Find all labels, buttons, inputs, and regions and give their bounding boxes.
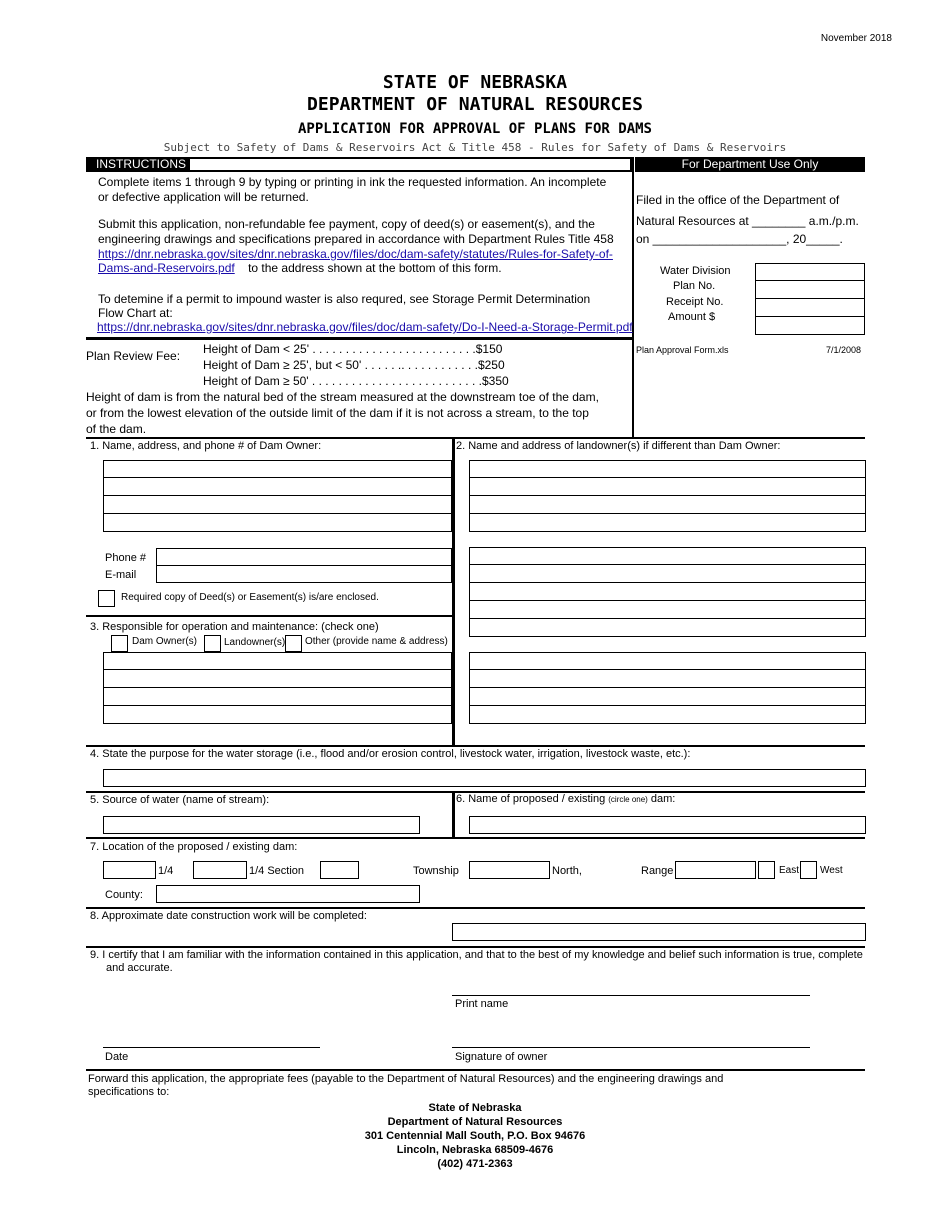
department-title: DEPARTMENT OF NATURAL RESOURCES xyxy=(307,94,643,115)
instructions-text: to the address shown at the bottom of this form. xyxy=(248,261,502,275)
mailing-address xyxy=(0,1101,950,1171)
section-2-label: 2. Name and address of landowner(s) if different than Dam Owner: xyxy=(456,440,781,452)
application-title: APPLICATION FOR APPROVAL OF PLANS FOR DAMS xyxy=(297,121,652,137)
north-label: North, xyxy=(552,865,582,877)
dam-name-input[interactable] xyxy=(469,816,866,834)
township-label: Township xyxy=(413,865,459,877)
east-checkbox[interactable] xyxy=(758,861,775,879)
section-5-label: 5. Source of water (name of stream): xyxy=(90,794,270,806)
range-input[interactable] xyxy=(675,861,756,879)
landowner-fields-b[interactable] xyxy=(469,547,866,637)
date-label: Date xyxy=(105,1051,129,1063)
fee-row-desc: Height of Dam ≥ 25', but < 50' . . . . . .. . . . . . . . . . . . xyxy=(203,358,478,372)
form-file-name: Plan Approval Form.xls xyxy=(636,345,729,355)
section-7-label: 7. Location of the proposed / existing dam: xyxy=(90,841,298,853)
landowner-checkbox[interactable] xyxy=(204,635,221,652)
quarter-1-input[interactable] xyxy=(103,861,156,879)
section-8-label: 8. Approximate date construction work will be completed: xyxy=(90,910,367,922)
form-revision-date: 7/1/2008 xyxy=(826,345,862,355)
landowner-fields-a[interactable] xyxy=(469,460,866,532)
purpose-input[interactable] xyxy=(103,769,866,787)
phone-label: Phone # xyxy=(105,552,146,564)
receipt-no-label: Receipt No. xyxy=(666,296,724,308)
responsible-fields[interactable] xyxy=(103,652,452,724)
instructions-text: To detemine if a permit to impound waster is also requred, see Storage Permit Determination xyxy=(98,292,591,306)
water-source-input[interactable] xyxy=(103,816,420,834)
print-name-label: Print name xyxy=(455,998,509,1010)
deed-label: Required copy of Deed(s) or Easement(s) is/are enclosed. xyxy=(121,592,379,603)
subtitle: Subject to Safety of Dams & Reservoirs Act & Title 458 - Rules for Safety of Dams & Reservoirs xyxy=(163,141,787,154)
section-6-label-end: dam: xyxy=(650,793,676,805)
email-input[interactable] xyxy=(156,565,452,583)
instructions-text: Flow Chart at: xyxy=(98,306,173,320)
dam-owner-checkbox[interactable] xyxy=(111,635,128,652)
forward-text-cont: specifications to: xyxy=(88,1086,170,1098)
dam-owner-option: Dam Owner(s) xyxy=(132,636,198,647)
signature-label: Signature of owner xyxy=(455,1051,548,1063)
fee-note: of the dam. xyxy=(86,422,147,436)
other-checkbox[interactable] xyxy=(285,635,302,652)
section-input[interactable] xyxy=(320,861,359,879)
section-3-label: 3. Responsible for operation and maintenance: (check one) xyxy=(90,621,379,633)
quarter-label: 1/4 xyxy=(158,865,174,877)
township-input[interactable] xyxy=(469,861,550,879)
fee-row-amount: $150 xyxy=(475,342,503,356)
phone-input[interactable] xyxy=(156,548,452,566)
water-division-label: Water Division xyxy=(660,265,731,277)
county-input[interactable] xyxy=(156,885,420,903)
phone-line: (402) 471-2363 xyxy=(437,1158,513,1170)
instructions-text: Submit this application, non-refundable fee payment, copy of deed(s) or easement(s), and the xyxy=(98,217,595,231)
storage-permit-link[interactable]: https://dnr.nebraska.gov/sites/dnr.nebraska.gov/files/doc/dam-safety/Do-I-Need-a-Storage-Permit.pdf xyxy=(97,320,633,334)
county-label: County: xyxy=(105,889,143,901)
address-line: 301 Centennial Mall South, P.O. Box 94676 xyxy=(364,1130,586,1142)
west-label: West xyxy=(820,865,843,876)
filed-text: on ____________________, 20_____. xyxy=(636,232,843,246)
instructions-text: or defective application will be returned. xyxy=(98,190,309,204)
email-label: E-mail xyxy=(105,569,137,581)
rules-link-cont[interactable]: Dams-and-Reservoirs.pdf xyxy=(98,261,235,275)
plan-no-label: Plan No. xyxy=(673,280,716,292)
section-1-label: 1. Name, address, and phone # of Dam Owner: xyxy=(90,440,322,452)
circle-one-note: (circle one) xyxy=(608,795,648,804)
east-label: East xyxy=(779,865,800,876)
fee-label: Plan Review Fee: xyxy=(86,349,181,363)
address-line: Lincoln, Nebraska 68509-4676 xyxy=(396,1144,554,1156)
west-checkbox[interactable] xyxy=(800,861,817,879)
instructions-text: engineering drawings and specifications prepared in accordance with Department Rules Title 458 xyxy=(98,232,614,246)
landowner-option: Landowner(s) xyxy=(224,637,286,648)
fee-row-desc: Height of Dam ≥ 50' . . . . . . . . . . . . . . . . . . . . . . . . . . xyxy=(203,374,482,388)
other-option: Other (provide name & address) xyxy=(305,636,448,647)
fee-row-desc: Height of Dam < 25' . . . . . . . . . . . . . . . . . . . . . . . . . xyxy=(203,342,476,356)
landowner-fields-c[interactable] xyxy=(469,652,866,724)
section-6-label: 6. Name of proposed / existing xyxy=(456,793,606,805)
section-9-label-cont: and accurate. xyxy=(106,962,173,974)
rules-link[interactable]: https://dnr.nebraska.gov/sites/dnr.nebraska.gov/files/doc/dam-safety/statutes/Rules-for-Safety-of- xyxy=(98,247,613,261)
fee-row-amount: $250 xyxy=(477,358,505,372)
filed-text: Natural Resources at ________ a.m./p.m. xyxy=(636,214,859,228)
section-4-label: 4. State the purpose for the water storage (i.e., flood and/or erosion control, livestock water, irrigation, livestock waste, etc.): xyxy=(90,748,691,760)
dept-use-fields xyxy=(755,263,865,335)
print-name-line[interactable] xyxy=(452,995,810,996)
dept-use-heading: For Department Use Only xyxy=(635,157,865,172)
signature-line[interactable] xyxy=(452,1047,810,1048)
section-9-label: 9. I certify that I am familiar with the information contained in this application, and that to the best of my knowledge and belief such information is true, complete xyxy=(90,949,863,961)
owner-address-fields[interactable] xyxy=(103,460,452,532)
form-date: November 2018 xyxy=(820,33,892,44)
fee-row-amount: $350 xyxy=(481,374,509,388)
filed-text: Filed in the office of the Department of xyxy=(636,193,840,207)
quarter-2-input[interactable] xyxy=(193,861,247,879)
instructions-bar xyxy=(86,157,632,172)
deed-checkbox[interactable] xyxy=(98,590,115,607)
state-title: STATE OF NEBRASKA xyxy=(382,72,568,93)
amount-label: Amount $ xyxy=(668,311,716,323)
date-line[interactable] xyxy=(103,1047,320,1048)
instructions-text: Complete items 1 through 9 by typing or printing in ink the requested information. An incomplete xyxy=(98,175,607,189)
fee-note: or from the lowest elevation of the outside limit of the dam if it is not across a stream, to the top xyxy=(86,406,589,420)
forward-text: Forward this application, the appropriate fees (payable to the Department of Natural Resources) and the engineering drawings and xyxy=(88,1073,724,1085)
instructions-heading: INSTRUCTIONS xyxy=(90,157,192,172)
section-label: 1/4 Section xyxy=(249,865,305,877)
completion-date-input[interactable] xyxy=(452,923,866,941)
range-label: Range xyxy=(641,865,674,877)
address-line: State of Nebraska xyxy=(428,1102,522,1114)
address-line: Department of Natural Resources xyxy=(387,1116,563,1128)
fee-note: Height of dam is from the natural bed of the stream measured at the downstream toe of the dam, xyxy=(86,390,599,404)
